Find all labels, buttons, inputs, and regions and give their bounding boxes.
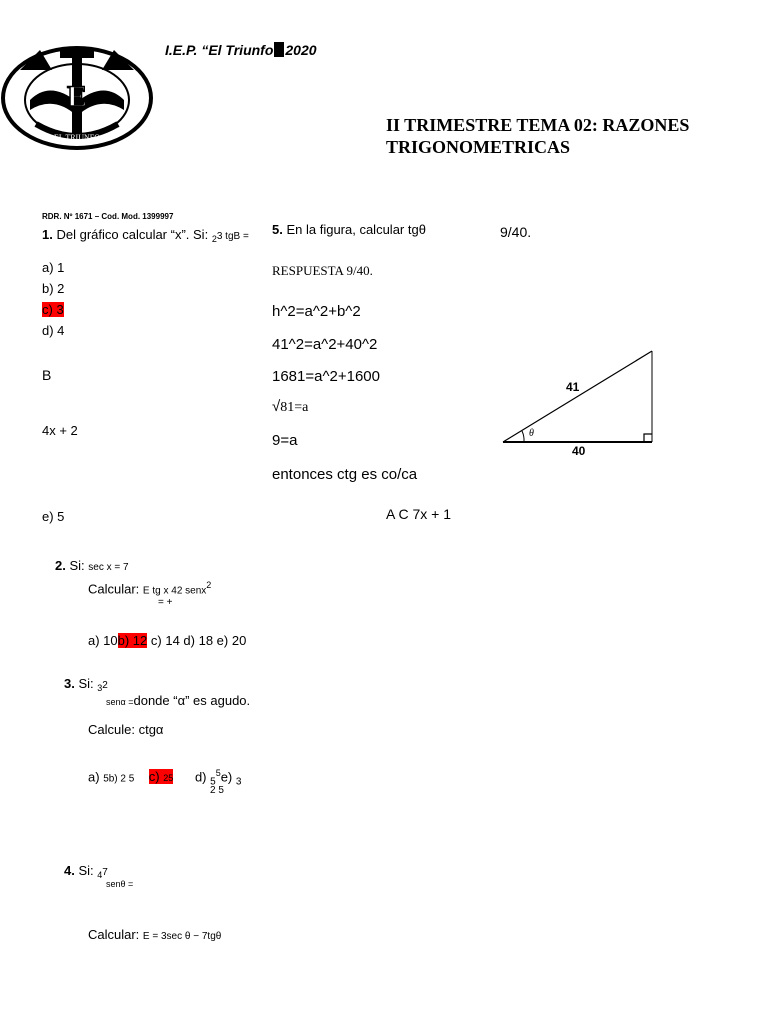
redaction-block — [274, 42, 284, 57]
q3-options: a) 5b) 2 5 c) 25 d) $_5^5$e) $_3$ — [88, 768, 242, 788]
q2-calc: Calcular: E tg x 42 senx$^2$ — [88, 580, 212, 597]
q1-option-a: a) 1 — [42, 260, 65, 275]
school-logo — [0, 40, 154, 152]
q2-calc-line2: = + — [158, 597, 173, 608]
page-title-line2: TRIGONOMETRICAS — [386, 137, 571, 157]
q5-step-3: 1681=a^2+1600 — [272, 368, 380, 385]
q2-option-b-highlighted: b) 12 — [117, 633, 148, 648]
q5-answer: 9/40. — [500, 224, 532, 240]
q4-calc: Calcular: E = 3sec θ − 7tgθ — [88, 927, 222, 942]
q3-sen-line: senα =donde “α” es agudo. — [106, 693, 251, 708]
q5-step-4: √81=a — [272, 398, 309, 415]
q1-label-b: B — [42, 367, 52, 383]
logo-ring-text: EL TRIUNFO — [54, 133, 100, 142]
page-title-line1: II TRIMESTRE TEMA 02: RAZONES — [386, 115, 690, 135]
base-label: 40 — [572, 444, 586, 458]
q4-sen: senθ = — [106, 879, 134, 889]
logo-letter: E — [66, 80, 88, 113]
q2-statement: 2. Si: sec x = 7 — [55, 558, 129, 573]
q1-statement: 1. Del gráfico calcular “x”. Si: $_2$3 tgB = — [42, 227, 249, 244]
q1-option-d: d) 4 — [42, 323, 65, 338]
q1-option-e: e) 5 — [42, 509, 65, 524]
rdr-code: RDR. Nº 1671 – Cod. Mod. 1399997 — [42, 212, 174, 221]
q3-options-bottom: 2 5 — [210, 785, 224, 796]
q5-step-1: h^2=a^2+b^2 — [272, 303, 361, 320]
q1-expr-4x: 4x + 2 — [42, 423, 78, 438]
q2-options: a) 10b) 12 c) 14 d) 18 e) 20 — [88, 633, 247, 648]
hypotenuse-label: 41 — [566, 380, 580, 394]
q1-option-b: b) 2 — [42, 281, 65, 296]
q5-step-5: 9=a — [272, 432, 298, 449]
school-name: I.E.P. “El Triunfo 2020 — [165, 42, 317, 58]
q3-statement: 3. Si: $_3$2 — [64, 676, 108, 693]
right-triangle-figure — [500, 345, 660, 465]
angle-theta-label: θ — [529, 428, 534, 439]
q5-conclusion: entonces ctg es co/ca — [272, 466, 418, 483]
q3-option-c-highlighted: c) 25 — [148, 769, 174, 785]
q5-ac-label: A C 7x + 1 — [386, 506, 451, 522]
q1-option-c-highlighted: c) 3 — [42, 302, 64, 317]
q3-calcule: Calcule: ctgα — [88, 722, 164, 737]
q5-statement: 5. En la figura, calcular tgθ — [272, 222, 426, 237]
q4-statement: 4. Si: $_4$7 — [64, 863, 108, 880]
q5-step-2: 41^2=a^2+40^2 — [272, 336, 378, 353]
q5-respuesta: RESPUESTA 9/40. — [272, 263, 373, 278]
